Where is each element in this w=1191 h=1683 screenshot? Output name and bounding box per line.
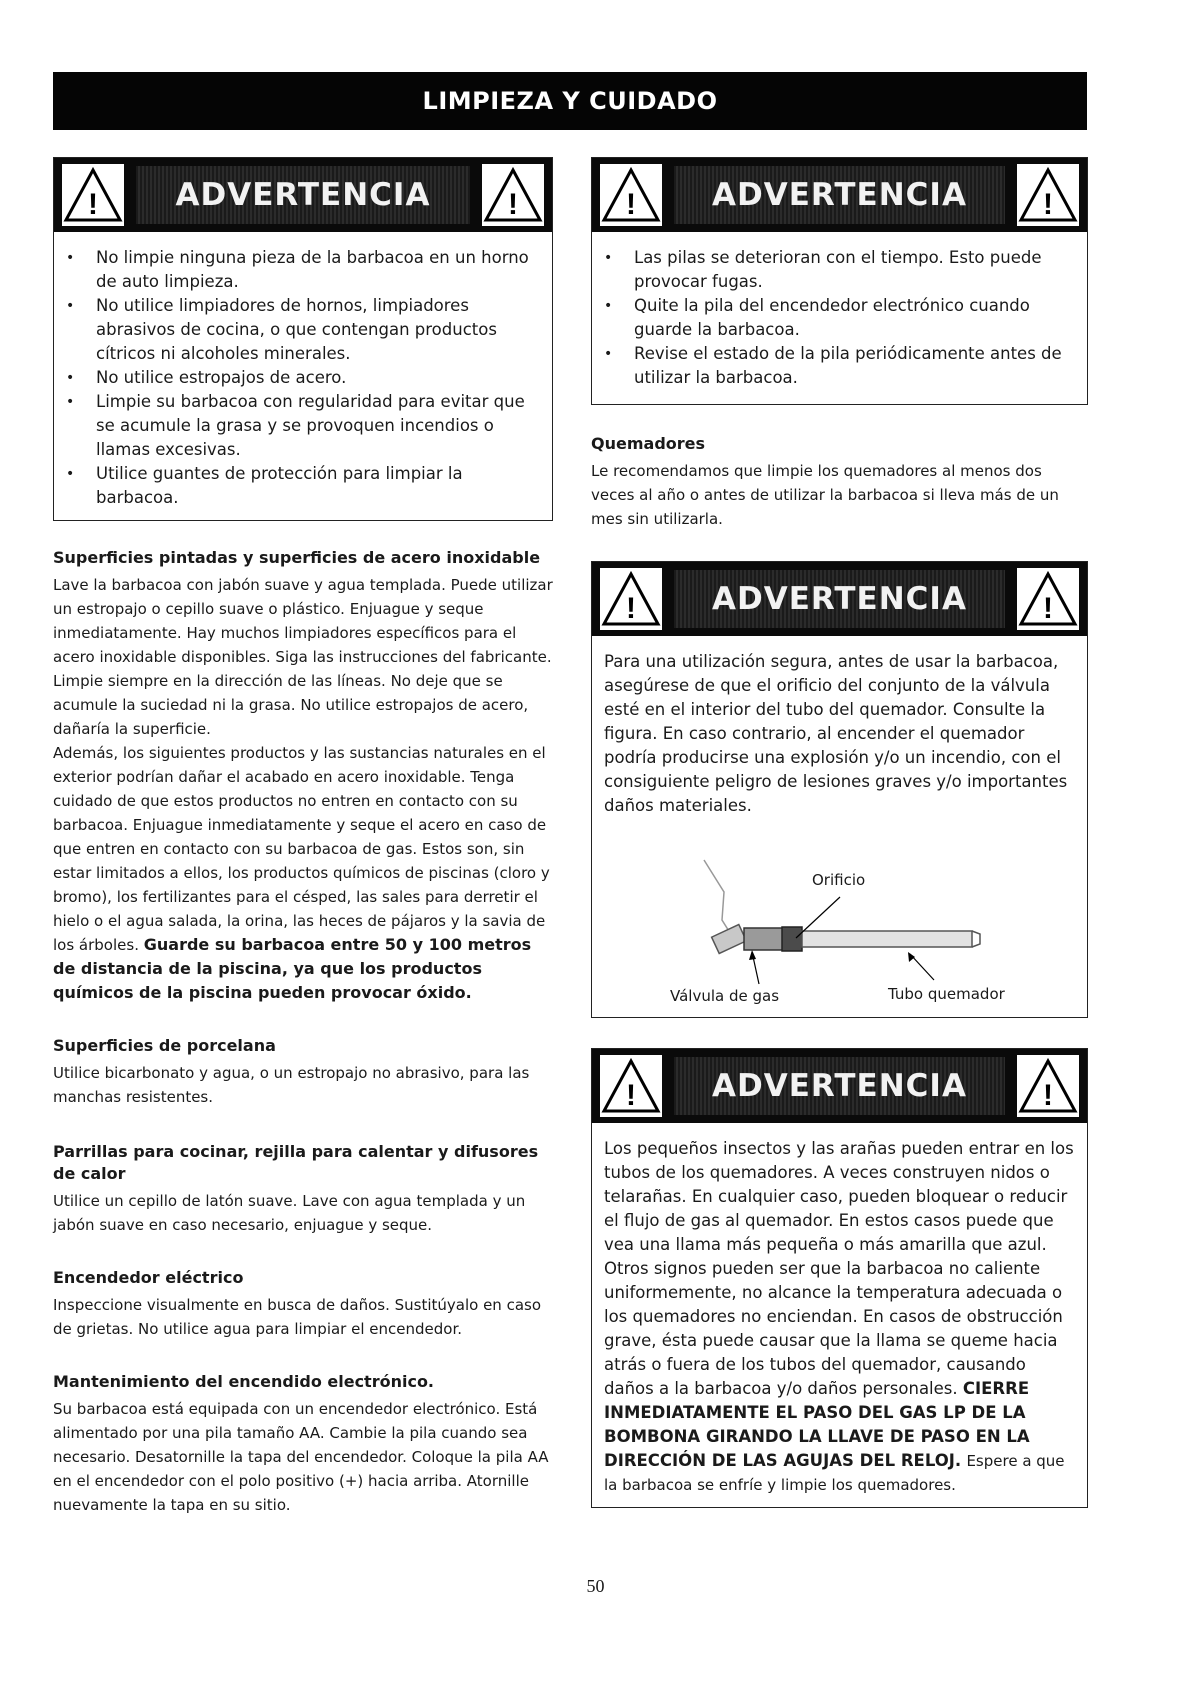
section-grills: [53, 1141, 553, 1237]
section-title: Parrillas para cocinar, rejilla para calentar y difusores de calor: [53, 1142, 539, 1183]
warning-title: ADVERTENCIA: [712, 1068, 967, 1104]
warning-box-cleaning: [53, 157, 553, 521]
warning-title: ADVERTENCIA: [712, 581, 967, 617]
warning-box-batteries: [591, 157, 1088, 405]
bold-note: Guarde su barbacoa entre 50 y 100 metros de distancia de la piscina, ya que los productos químicos de la piscina pueden provocar óxido.: [53, 935, 532, 1002]
warning-triangle-icon: [1017, 568, 1079, 630]
right-column: [591, 157, 1088, 1508]
svg-text:!: !: [626, 592, 636, 625]
bold-instruction: CIERRE INMEDIATAMENTE EL PASO DEL GAS LP DE LA BOMBONA GIRANDO LA LLAVE DE PASO EN LA DIRECCIÓN DE LAS AGUJAS DEL RELOJ.: [604, 1379, 1030, 1470]
warning-triangle-icon: [600, 164, 662, 226]
section-title: Encendedor eléctrico: [53, 1268, 244, 1287]
orifice-label: Orificio: [812, 871, 866, 889]
section-igniter: [53, 1267, 553, 1341]
valve-burner-diagram: [604, 832, 1074, 1007]
warning-body: [54, 232, 552, 520]
section-porcelain: [53, 1035, 553, 1109]
warning-item: • No utilice estropajos de acero.: [66, 366, 542, 390]
warning-item: • No utilice limpiadores de hornos, limpiadores abrasivos de cocina, o que contengan productos cítricos ni alcoholes minerales.: [66, 294, 542, 366]
warning-body: [592, 1123, 1087, 1507]
warning-title: ADVERTENCIA: [175, 177, 431, 213]
page-banner: LIMPIEZA Y CUIDADO: [53, 72, 1087, 130]
section-body: Además, los siguientes productos y las sustancias naturales en el exterior podrían dañar el acabado en acero inoxidable. Tenga cuidado de que estos productos no entren en contacto con su barbacoa. Enjuague inmediatamente y seque el acero en caso de que entren en contacto con su barbacoa de gas. Estos son, sin estar limitados a ellos, los productos químicos de piscinas (cloro y bromo), los fertilizantes para el césped, las sales para derretir el hielo o el agua salada, la orina, las heces de pájaros y la savia de los árboles. Guarde su barbacoa entre 50 y 100 metros de distancia de la piscina, ya que los productos químicos de la piscina pueden provocar óxido.: [53, 744, 550, 1002]
section-body: Lave la barbacoa con jabón suave y agua templada. Puede utilizar un estropajo o cepillo suave o plástico. Enjuague y seque inmediatamente. Hay muchos limpiadores específicos para el acero inoxidable disponibles. Siga las instrucciones del fabricante. Limpie siempre en la dirección de las líneas. No deje que se acumule la suciedad ni la grasa. No utilice estropajos de acero, dañaría la superficie.: [53, 576, 553, 738]
section-painted-surfaces: [53, 547, 553, 1005]
warning-item: • Utilice guantes de protección para limpiar la barbacoa.: [66, 462, 542, 510]
warning-box-insects: [591, 1048, 1088, 1508]
section-title: Superficies de porcelana: [53, 1036, 276, 1055]
warning-header: [592, 158, 1087, 232]
section-burners: [591, 433, 1088, 531]
svg-text:!: !: [1043, 188, 1053, 221]
warning-item: • Limpie su barbacoa con regularidad para evitar que se acumule la grasa y se provoquen incendios o llamas excesivas.: [66, 390, 542, 462]
left-column: [53, 157, 553, 1517]
warning-text: Los pequeños insectos y las arañas pueden entrar en los tubos de los quemadores. A veces construyen nidos o telarañas. En cualquier caso, pueden bloquear o reducir el flujo de gas al quemador. En estos casos puede que vea una llama más pequeña o más amarilla que azul. Otros signos pueden ser que la barbacoa no caliente uniformemente, no alcance la temperatura adecuada o los quemadores no enciendan. En casos de obstrucción grave, ésta puede causar que la llama se queme hacia atrás o fuera de los tubos del quemador, causando daños a la barbacoa y/o daños personales. CIERRE INMEDIATAMENTE EL PASO DEL GAS LP DE LA BOMBONA GIRANDO LA LLAVE DE PASO EN LA DIRECCIÓN DE LAS AGUJAS DEL RELOJ. Espere a que la barbacoa se enfríe y limpie los quemadores.: [604, 1139, 1074, 1494]
warning-triangle-icon: [62, 164, 124, 226]
tube-label: Tubo quemador: [888, 985, 1005, 1003]
section-body: Utilice un cepillo de latón suave. Lave con agua templada y un jabón suave en caso necesario, enjuague y seque.: [53, 1192, 526, 1234]
section-title: Mantenimiento del encendido electrónico.: [53, 1372, 435, 1391]
svg-text:!: !: [626, 188, 636, 221]
warning-triangle-icon: [1017, 164, 1079, 226]
section-body: Inspeccione visualmente en busca de daños. Sustitúyalo en caso de grietas. No utilice agua para limpiar el encendedor.: [53, 1296, 542, 1338]
warning-header: [592, 1049, 1087, 1123]
warning-body: [592, 636, 1087, 1017]
warning-item: • Quite la pila del encendedor electrónico cuando guarde la barbacoa.: [604, 294, 1077, 342]
svg-text:!: !: [88, 188, 98, 221]
warning-box-orifice: [591, 561, 1088, 1018]
section-body: Utilice bicarbonato y agua, o un estropajo no abrasivo, para las manchas resistentes.: [53, 1064, 530, 1106]
svg-text:!: !: [626, 1079, 636, 1112]
warning-item: • No limpie ninguna pieza de la barbacoa en un horno de auto limpieza.: [66, 246, 542, 294]
warning-text: Para una utilización segura, antes de usar la barbacoa, asegúrese de que el orificio del conjunto de la válvula esté en el interior del tubo del quemador. Consulte la figura. En caso contrario, al encender el quemador podría producirse una explosión y/o un incendio, con el consiguiente peligro de lesiones graves y/o importantes daños materiales.: [604, 652, 1068, 815]
svg-text:!: !: [1043, 592, 1053, 625]
warning-body: [592, 232, 1087, 404]
section-title: Superficies pintadas y superficies de acero inoxidable: [53, 548, 541, 567]
section-body: Su barbacoa está equipada con un encendedor electrónico. Está alimentado por una pila tamaño AA. Cambie la pila cuando sea necesario. Desatornille la tapa del encendedor. Coloque la pila AA en el encendedor con el polo positivo (+) hacia arriba. Atornille nuevamente la tapa en su sitio.: [53, 1400, 549, 1514]
warning-header: [54, 158, 552, 232]
section-body: Le recomendamos que limpie los quemadores al menos dos veces al año o antes de utilizar la barbacoa si lleva más de un mes sin utilizarla.: [591, 462, 1059, 528]
warning-triangle-icon: [600, 1055, 662, 1117]
warning-item: • Las pilas se deterioran con el tiempo. Esto puede provocar fugas.: [604, 246, 1077, 294]
valve-label: Válvula de gas: [670, 987, 780, 1005]
page-number: 50: [586, 1576, 605, 1596]
warning-triangle-icon: [482, 164, 544, 226]
section-title: Quemadores: [591, 434, 706, 453]
section-electronic-ignition: [53, 1371, 553, 1517]
warning-title: ADVERTENCIA: [712, 177, 967, 213]
svg-text:!: !: [508, 188, 518, 221]
warning-header: [592, 562, 1087, 636]
valve-burner-figure: [604, 832, 1077, 1007]
svg-text:!: !: [1043, 1079, 1053, 1112]
warning-item: • Revise el estado de la pila periódicamente antes de utilizar la barbacoa.: [604, 342, 1077, 390]
warning-triangle-icon: [600, 568, 662, 630]
warning-triangle-icon: [1017, 1055, 1079, 1117]
